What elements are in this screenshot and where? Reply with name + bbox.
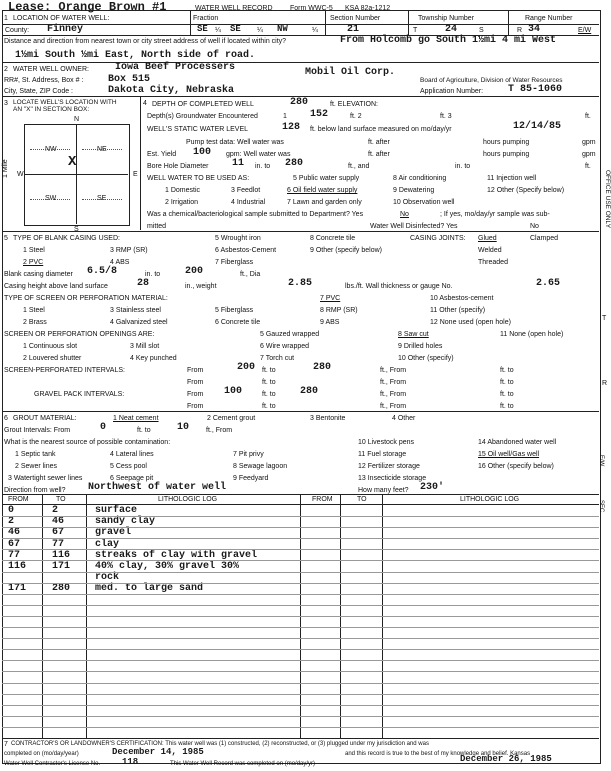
use-selected: 6 Oil field water supply bbox=[287, 187, 358, 194]
fraction-2: SE bbox=[230, 24, 241, 34]
log-to: 2 bbox=[52, 505, 59, 516]
ksa-ref: KSA 82a-1212 bbox=[345, 5, 391, 12]
quad-se: SE bbox=[97, 195, 107, 202]
distance-label: Distance and direction from nearest town or city street address of well if located within city? bbox=[4, 38, 287, 45]
bore-to-value: 280 bbox=[285, 158, 304, 169]
perf-to: 280 bbox=[313, 362, 332, 373]
county-label: County: bbox=[5, 27, 30, 34]
log-description: 40% clay, 30% gravel 30% bbox=[95, 561, 240, 572]
office-use-label: OFFICE USE ONLY bbox=[604, 170, 611, 229]
yield-value: 100 bbox=[193, 147, 212, 158]
log-rule bbox=[2, 694, 599, 695]
casing-title: TYPE OF BLANK CASING USED: bbox=[13, 235, 120, 242]
distance-line-2: 1½mi South ½mi East, North side of road. bbox=[15, 50, 256, 61]
section-1-label: 1 bbox=[4, 15, 8, 22]
record-date: December 26, 1985 bbox=[460, 754, 552, 764]
completed-date: December 14, 1985 bbox=[112, 747, 204, 757]
lease-title: Lease: Orange Brown #1 bbox=[8, 0, 167, 14]
fraction-3: NW bbox=[277, 24, 288, 34]
log-rule bbox=[2, 594, 599, 595]
township-number: 24 bbox=[445, 24, 458, 35]
city-value: Dakota City, Nebraska bbox=[108, 85, 235, 96]
casing-wall: 2.65 bbox=[536, 278, 561, 289]
static-label: WELL'S STATIC WATER LEVEL bbox=[147, 126, 249, 133]
log-to: 116 bbox=[52, 549, 71, 561]
grout-to: 10 bbox=[177, 422, 190, 433]
license-number: 118 bbox=[122, 757, 139, 767]
rr-value: Box 515 bbox=[108, 74, 151, 85]
log-description: sandy clay bbox=[95, 516, 156, 528]
log-to: 67 bbox=[52, 527, 65, 539]
log-rule bbox=[2, 560, 599, 561]
log-to: 46 bbox=[52, 516, 65, 528]
rr-label: RR#, St. Address, Box # : bbox=[4, 77, 84, 84]
log-rule bbox=[2, 583, 599, 584]
fraction-label: Fraction bbox=[193, 15, 219, 22]
log-description: clay bbox=[95, 538, 120, 550]
log-rule bbox=[2, 649, 599, 650]
casing-selected: 2 PVC bbox=[23, 259, 44, 266]
log-description: streaks of clay with gravel bbox=[95, 549, 258, 561]
form-number: Form WWC-5 bbox=[290, 5, 333, 12]
well-mark: X bbox=[68, 154, 77, 170]
location-title: LOCATION OF WATER WELL: bbox=[13, 15, 110, 22]
log-rule bbox=[2, 660, 599, 661]
county-value: Finney bbox=[47, 24, 84, 35]
log-to: 280 bbox=[52, 583, 71, 595]
mile-label: 1 Mile bbox=[2, 159, 9, 178]
log-from: 0 bbox=[8, 505, 15, 516]
log-rule bbox=[2, 627, 599, 628]
static-value: 128 bbox=[282, 122, 301, 133]
fraction-1: SE bbox=[197, 24, 208, 34]
log-from: 67 bbox=[8, 538, 21, 550]
quad-nw: NW bbox=[45, 146, 57, 153]
bore-label: Bore Hole Diameter bbox=[147, 163, 209, 170]
section-number-label: Section Number bbox=[330, 15, 381, 22]
gravel-from: 100 bbox=[224, 386, 243, 397]
log-rule bbox=[2, 572, 599, 573]
log-rule bbox=[2, 683, 599, 684]
owner-name: Iowa Beef Processers bbox=[115, 62, 236, 73]
log-rule bbox=[2, 616, 599, 617]
range-label: Range Number bbox=[525, 15, 573, 22]
gw-value: 152 bbox=[310, 109, 329, 120]
casing-weight: 2.85 bbox=[288, 278, 313, 289]
depth-label: DEPTH OF COMPLETED WELL bbox=[152, 101, 254, 108]
gw-label: Depth(s) Groundwater Encountered bbox=[147, 113, 258, 120]
log-from: 171 bbox=[8, 583, 27, 595]
log-rule bbox=[2, 671, 599, 672]
log-rule bbox=[2, 549, 599, 550]
perf-from: 200 bbox=[237, 362, 256, 373]
quad-sw: SW bbox=[45, 195, 57, 202]
quad-ne: NE bbox=[97, 146, 107, 153]
log-description: surface bbox=[95, 505, 138, 516]
owner-title: WATER WELL OWNER: bbox=[13, 66, 89, 73]
contam-direction: Northwest of water well bbox=[88, 482, 227, 493]
log-rule bbox=[2, 605, 599, 606]
casing-to: 200 bbox=[185, 266, 204, 277]
log-description: rock bbox=[95, 572, 120, 584]
grout-title: GROUT MATERIAL: bbox=[13, 415, 77, 422]
owner-name-2: Mobil Oil Corp. bbox=[305, 67, 396, 78]
log-rule bbox=[2, 527, 599, 528]
depth-value: 280 bbox=[290, 97, 309, 108]
yield-label: Est. Yield bbox=[147, 151, 177, 158]
log-rule bbox=[2, 538, 599, 539]
contam-feet: 230' bbox=[420, 482, 445, 493]
log-from: 77 bbox=[8, 549, 21, 561]
section-number: 21 bbox=[347, 24, 360, 35]
grout-from: 0 bbox=[100, 422, 107, 433]
log-rule bbox=[2, 638, 599, 639]
bore-value: 11 bbox=[232, 158, 245, 169]
log-rule bbox=[2, 716, 599, 717]
app-number: T 85-1060 bbox=[508, 84, 563, 95]
static-date: 12/14/85 bbox=[513, 121, 562, 132]
log-rule bbox=[2, 516, 599, 517]
section-box bbox=[24, 124, 130, 226]
log-rule bbox=[2, 727, 599, 728]
range-number: 34 bbox=[528, 24, 541, 35]
gravel-to: 280 bbox=[300, 386, 319, 397]
screen-title: TYPE OF SCREEN OR PERFORATION MATERIAL: bbox=[4, 295, 168, 302]
log-description: med. to large sand bbox=[95, 583, 204, 595]
casing-diameter: 6.5/8 bbox=[87, 266, 118, 277]
log-to: 77 bbox=[52, 538, 65, 550]
casing-height: 28 bbox=[137, 278, 150, 289]
distance-line-1: From Holcomb go South 1½mi 4 mi West bbox=[340, 35, 557, 46]
board-label: Board of Agriculture, Division of Water Resources bbox=[420, 77, 563, 84]
app-label: Application Number: bbox=[420, 88, 484, 95]
locate-title: LOCATE WELL'S LOCATION WITH AN "X" IN SECTION BOX: bbox=[13, 99, 117, 114]
log-description: gravel bbox=[95, 527, 132, 539]
form-title: WATER WELL RECORD bbox=[195, 5, 273, 12]
log-from: 2 bbox=[8, 516, 15, 528]
log-from: 116 bbox=[8, 561, 27, 572]
log-rule bbox=[2, 705, 599, 706]
cert-title: CONTRACTOR'S OR LANDOWNER'S CERTIFICATION: This water well was (1) constructed, (2) reconstructed, or (3) plugged under my jurisdiction and was bbox=[11, 741, 429, 747]
log-to: 171 bbox=[52, 561, 71, 572]
city-label: City, State, ZIP Code : bbox=[4, 88, 73, 95]
log-from: 46 bbox=[8, 527, 21, 539]
township-label: Township Number bbox=[418, 15, 475, 22]
use-label: WELL WATER TO BE USED AS: bbox=[147, 175, 250, 182]
